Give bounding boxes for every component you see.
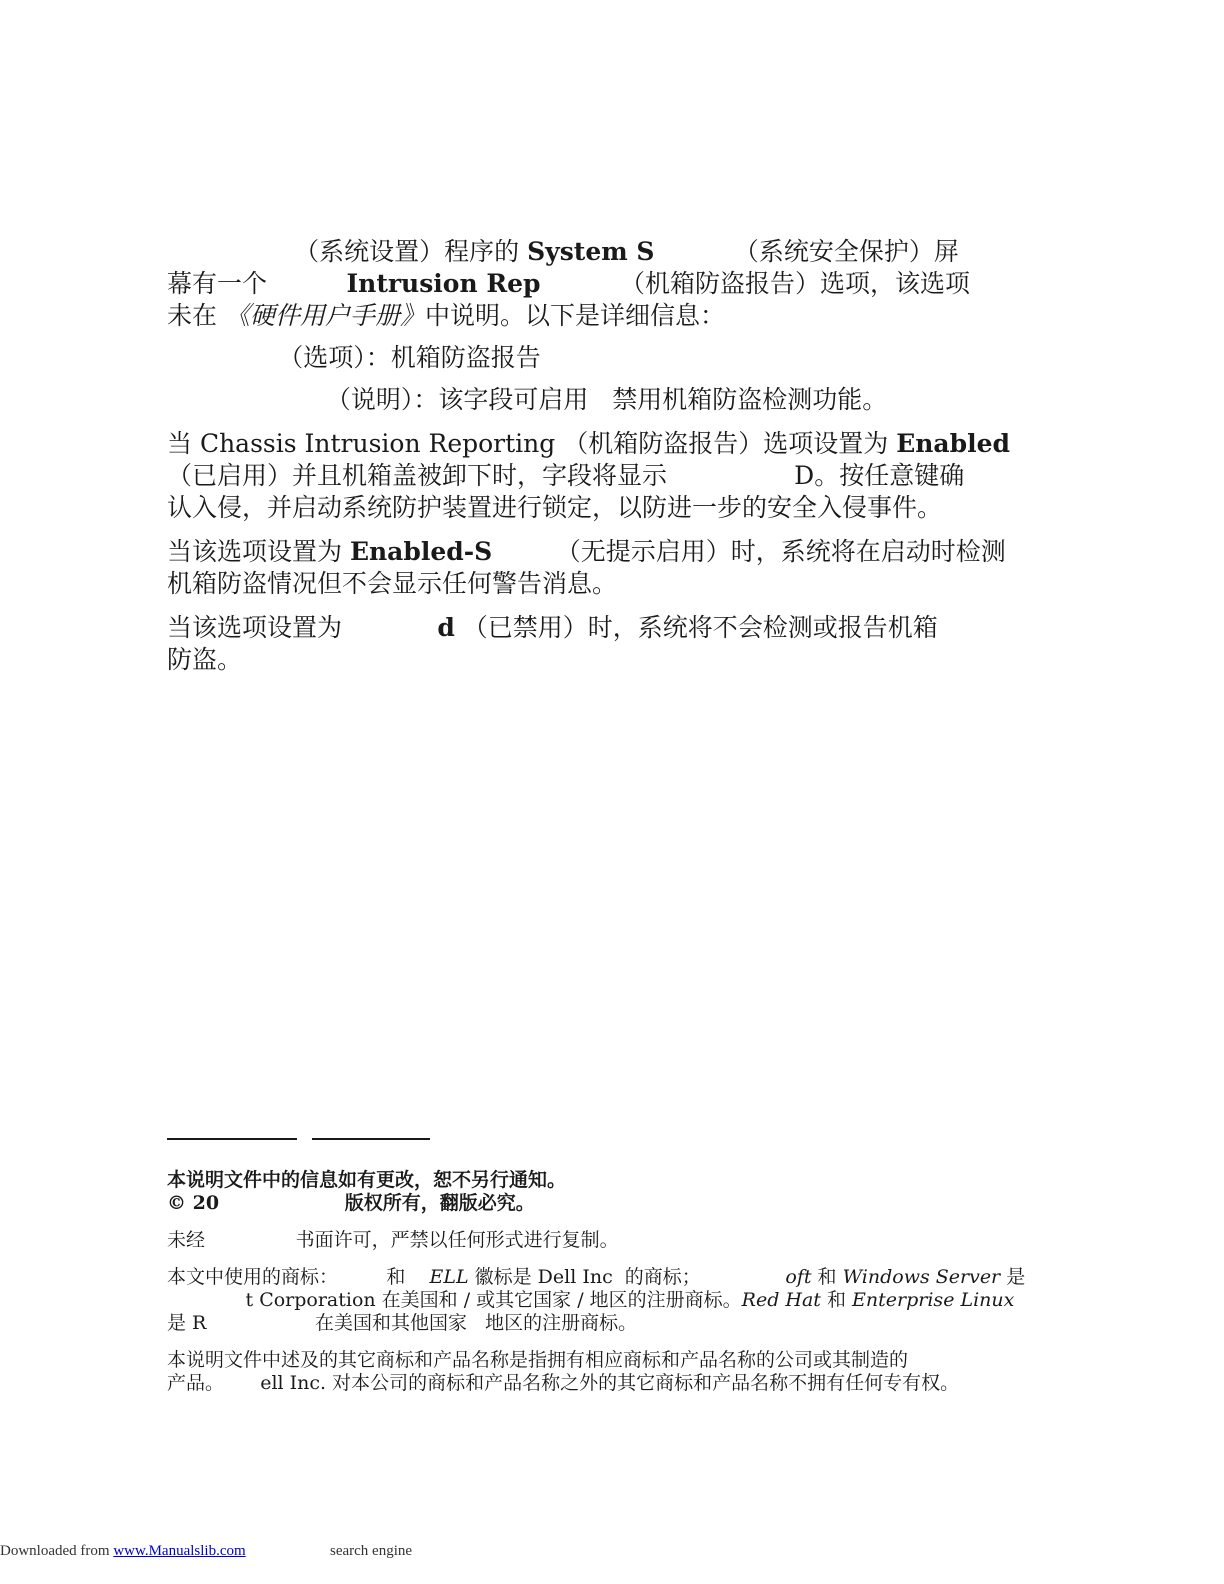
system-security-label: System S (527, 237, 655, 266)
footer-rule-right (312, 1138, 430, 1140)
trademark-line-2: t Corporation 在美国和 / 或其它国家 / 地区的注册商标。Red Hat 和 Enterprise Linux (167, 1289, 1015, 1311)
enabled-line-1: 当 Chassis Intrusion Reporting （机箱防盗报告）选项设置为 Enabled (167, 429, 1010, 458)
disabled-line-2: 防盗。 (167, 645, 243, 674)
enabled-line-2: （已启用）并且机箱盖被卸下时，字段将显示 D。按任意键确 (167, 461, 965, 490)
intrusion-reporting-label: Intrusion Rep (346, 269, 541, 298)
enabled-line-3: 认入侵，并启动系统防护装置进行锁定，以防进一步的安全入侵事件。 (167, 493, 943, 522)
download-suffix: search engine (330, 1543, 413, 1559)
trademark-line-1: 本文中使用的商标： 和 ELL 徽标是 Dell Inc 的商标； oft 和 Windows Server 是 (167, 1266, 1026, 1288)
reproduction-notice: 未经 书面许可，严禁以任何形式进行复制。 (167, 1229, 619, 1251)
silent-line-1: 当该选项设置为 Enabled-S （无提示启用）时，系统将在启动时检测 (167, 537, 1006, 566)
enabled-silent-label: Enabled-S (349, 537, 493, 566)
other-trademarks-line-2: 产品。 ell Inc. 对本公司的商标和产品名称之外的其它商标和产品名称不拥有任何专有权。 (167, 1372, 960, 1394)
silent-line-2: 机箱防盗情况但不会显示任何警告消息。 (167, 569, 618, 598)
disabled-label: d (437, 613, 455, 642)
other-trademarks-line-1: 本说明文件中述及的其它商标和产品名称是指拥有相应商标和产品名称的公司或其制造的 (167, 1349, 909, 1371)
manual-title: 《硬件用户手册》 (224, 301, 425, 330)
change-notice: 本说明文件中的信息如有更改，恕不另行通知。 (167, 1169, 567, 1191)
enabled-label: Enabled (896, 429, 1010, 458)
disabled-line-1: 当该选项设置为 d （已禁用）时，系统将不会检测或报告机箱 (167, 613, 938, 642)
copyright-line: © 20 版权所有，翻版必究。 (167, 1192, 535, 1214)
intro-line-1: （系统设置）程序的 System S （系统安全保护）屏 (167, 237, 959, 266)
legal-footer (167, 1169, 1027, 1395)
description-line: （说明）：该字段可启用 禁用机箱防盗检测功能。 (167, 385, 888, 414)
option-line: （选项）：机箱防盗报告 (167, 343, 541, 372)
manualslib-link[interactable]: www.Manualslib.com (113, 1543, 246, 1559)
download-prefix: Downloaded from (0, 1543, 114, 1559)
trademark-line-3: 是 R 在美国和其他国家 地区的注册商标。 (167, 1312, 638, 1334)
intro-line-2: 幕有一个 Intrusion Rep （机箱防盗报告）选项，该选项 (167, 269, 971, 298)
download-banner (0, 1541, 413, 1561)
intro-line-3: 未在 《硬件用户手册》中说明。以下是详细信息： (167, 301, 725, 330)
document-body (167, 236, 1027, 676)
footer-rule-left (167, 1138, 297, 1140)
